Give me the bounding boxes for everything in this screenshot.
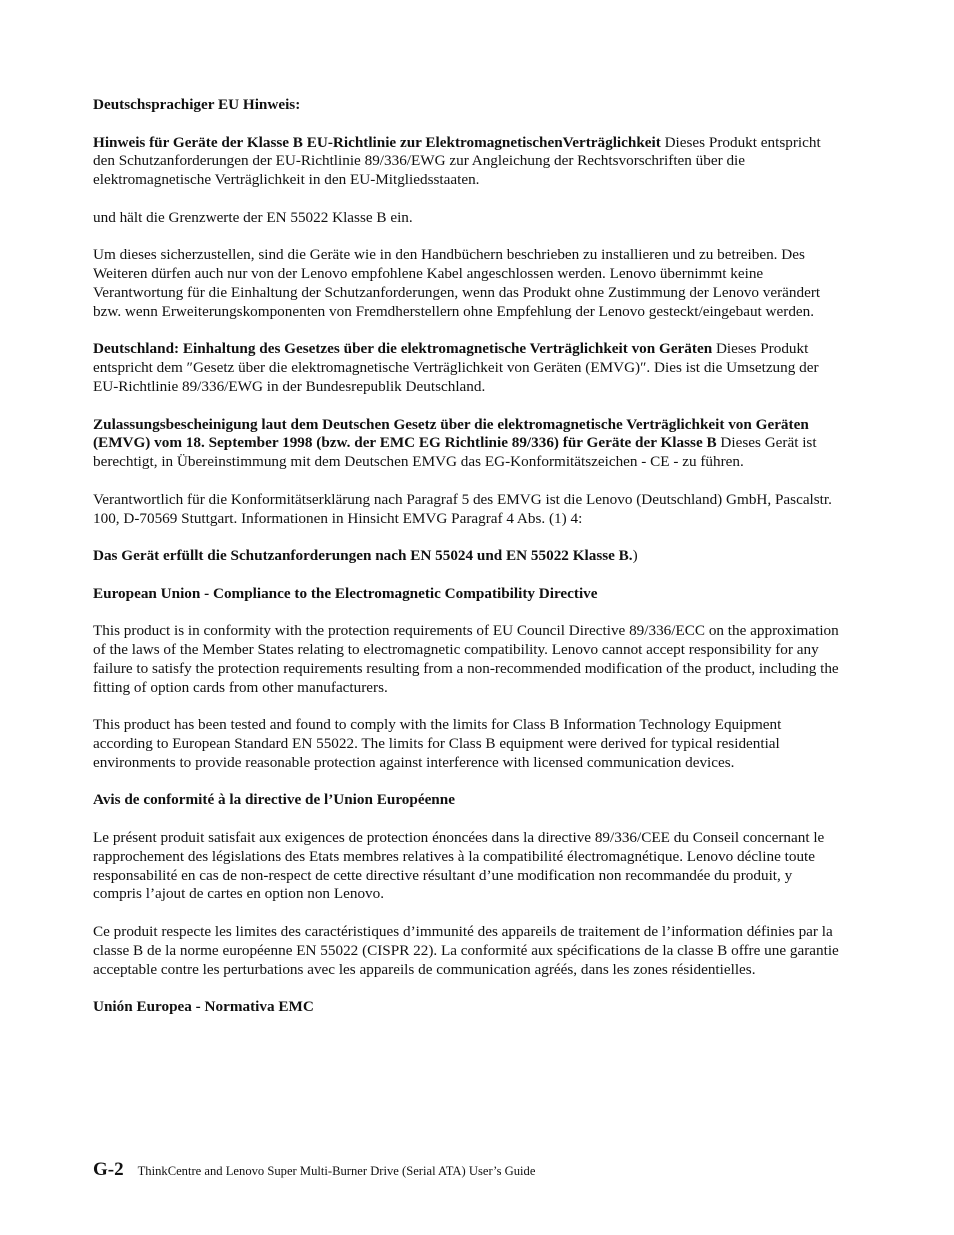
- page-footer: [93, 1159, 535, 1181]
- page-number: G-2: [93, 1159, 124, 1180]
- paragraph-responsibility: Verantwortlich für die Konformitätserklärung nach Paragraf 5 des EMVG ist die Lenovo (Deutschland) GmbH, Pascalstr. 100, D-70569 Stuttgart. Informationen in Hinsicht EMVG Paragraf 4 Abs. (1) 4:: [93, 490, 832, 527]
- heading-german-notice: Deutschsprachiger EU Hinweis:: [93, 96, 301, 113]
- paragraph-class-b-notice-bold: Hinweis für Geräte der Klasse B EU-Richtlinie zur ElektromagnetischenVerträglichkeit: [93, 133, 661, 151]
- paragraph-protection-requirements-text: ): [632, 547, 638, 565]
- paragraph-approval-certificate: [93, 416, 843, 472]
- paragraph-emvg-compliance-bold: Deutschland: Einhaltung des Gesetzes über die elektromagnetische Verträglichkeit von Geräten: [93, 340, 713, 358]
- heading-spanish-notice: Unión Europea - Normativa EMC: [93, 998, 314, 1016]
- heading-eu-compliance: European Union - Compliance to the Electromagnetic Compatibility Directive: [93, 584, 598, 602]
- paragraph-installation: Um dieses sicherzustellen, sind die Geräte wie in den Handbüchern beschrieben zu installieren und zu betreiben. Des Weiteren dürfen auch nur von der Lenovo empfohlene Kabel angeschlossen werden. Lenovo übernimmt keine Verantwortung für die Einhaltung der Schutzanforderungen, wenn das Produkt ohne Zustimmung der Lenovo verändert bzw. wenn Erweiterungskomponenten von Fremdherstellern ohne Empfehlung der Lenovo gesteckt/eingebaut werden.: [93, 246, 821, 320]
- paragraph-limits: und hält die Grenzwerte der EN 55022 Klasse B ein.: [93, 208, 413, 226]
- paragraph-class-b-tested: This product has been tested and found to comply with the limits for Class B Information Technology Equipment according to European Standard EN 55022. The limits for Class B equipment were derived for typical residential environments to provide reasonable protection against interference with licensed communication devices.: [93, 716, 782, 771]
- paragraph-class-b-notice: [93, 134, 843, 190]
- paragraph-approval-certificate-text: Dieses Gerät ist berechtigt, in Übereinstimmung mit dem Deutschen EMVG das EG-Konformitätszeichen - CE - zu führen.: [93, 434, 817, 471]
- paragraph-french-limits: Ce produit respecte les limites des caractéristiques d’immunité des appareils de traitement de l’information définies par la classe B de la norme européenne EN 55022 (CISPR 22). La conformité aux spécifications de la classe B offre une garantie acceptable contre les perturbations avec les appareils de communication agréés, dans les zones résidentielles.: [93, 923, 839, 978]
- paragraph-class-b-notice-text: Dieses Produkt entspricht den Schutzanforderungen der EU-Richtlinie 89/336/EWG zur Angleichung der Rechtsvorschriften über die elektromagnetische Verträglichkeit in den EU-Mitgliedsstaaten.: [93, 133, 821, 189]
- paragraph-approval-certificate-bold: Zulassungsbescheinigung laut dem Deutschen Gesetz über die elektromagnetische Verträglichkeit von Geräten (EMVG) vom 18. September 1998 (bzw. der EMC EG Richtlinie 89/336) für Geräte der Klasse B: [93, 415, 809, 452]
- footer-document-title: ThinkCentre and Lenovo Super Multi-Burner Drive (Serial ATA) User’s Guide: [137, 1164, 536, 1178]
- paragraph-emvg-compliance-text: Dieses Produkt entspricht dem ″Gesetz über die elektromagnetische Verträglichkeit von Geräten (EMVG)″. Dies ist die Umsetzung der EU-Richtlinie 89/336/EWG in der Bundesrepublik Deutschland.: [93, 340, 819, 395]
- paragraph-eu-directive: This product is in conformity with the protection requirements of EU Council Directive 89/336/ECC on the approximation of the laws of the Member States relating to electromagnetic compatibility. Lenovo cannot accept responsibility for any failure to satisfy the protection requirements resulting from a non-recommended modification of the product, including the fitting of option cards from other manufacturers.: [93, 622, 839, 696]
- paragraph-french-directive: Le présent produit satisfait aux exigences de protection énoncées dans la directive 89/336/CEE du Conseil concernant le rapprochement des législations des Etats membres relatives à la compatibilité électromagnétique. Lenovo décline toute responsabilité en cas de non-respect de cette directive résultant d’une modification non recommandée du produit, y compris l’ajout de cartes en option non Lenovo.: [93, 829, 825, 903]
- paragraph-emvg-compliance: [93, 340, 843, 396]
- paragraph-protection-requirements-bold: Das Gerät erfüllt die Schutzanforderungen nach EN 55024 und EN 55022 Klasse B.: [93, 547, 633, 565]
- document-body: [93, 96, 843, 1036]
- heading-french-notice: Avis de conformité à la directive de l’Union Européenne: [93, 791, 455, 809]
- paragraph-protection-requirements: [93, 547, 843, 566]
